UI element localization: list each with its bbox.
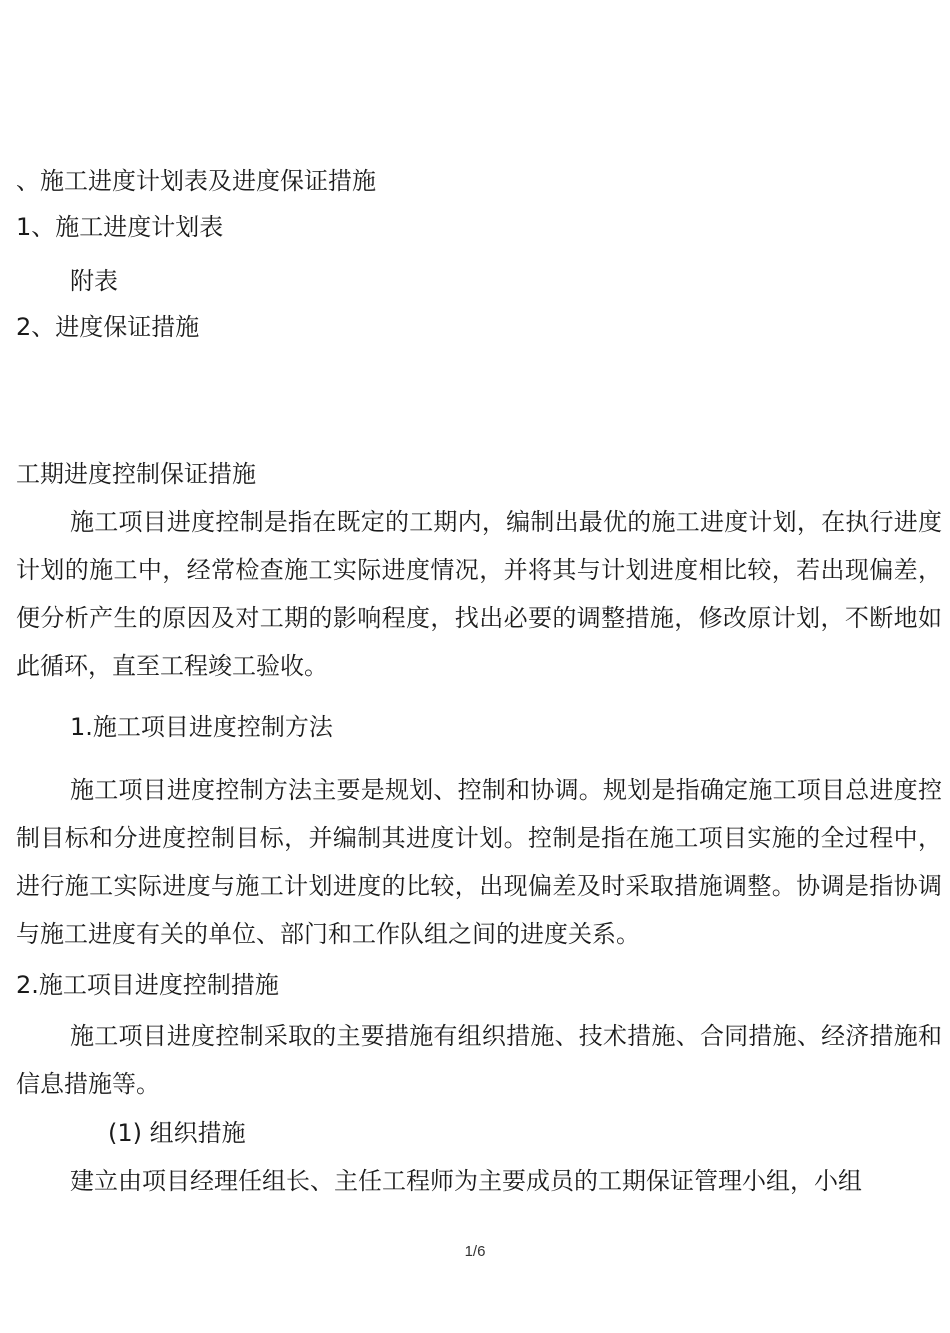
paragraph-method: 施工项目进度控制方法主要是规划、控制和协调。规划是指确定施工项目总进度控制目标和分进度控制目标，并编制其进度计划。控制是指在施工项目实施的全过程中，进行施工实际进度与施工计划进度的比较，出现偏差及时采取措施调整。协调是指协调与施工进度有关的单位、部门和工作队组之间的进度关系。 [16,776,942,948]
measures-heading: 2.施工项目进度控制措施 [16,971,279,999]
attachment-label: 附表 [70,267,118,295]
item-2-heading: 2、进度保证措施 [16,313,200,341]
paragraph-organization: 建立由项目经理任组长、主任工程师为主要成员的工期保证管理小组，小组 [70,1167,862,1195]
paragraph-intro: 施工项目进度控制是指在既定的工期内，编制出最优的施工进度计划，在执行进度计划的施工中，经常检查施工实际进度情况，并将其与计划进度相比较，若出现偏差，便分析产生的原因及对工期的影响程度，找出必要的调整措施，修改原计划，不断地如此循环，直至工程竣工验收。 [16,508,942,680]
paragraph-measures: 施工项目进度控制采取的主要措施有组织措施、技术措施、合同措施、经济措施和信息措施等。 [16,1022,942,1098]
method-heading: 1.施工项目进度控制方法 [70,713,333,741]
item-1-heading: 1、施工进度计划表 [16,213,224,241]
page-number: 1/6 [464,1243,486,1260]
organization-measures-heading: (1) 组织措施 [108,1119,246,1147]
subheading-schedule-control: 工期进度控制保证措施 [16,460,256,488]
section-title: 、施工进度计划表及进度保证措施 [16,167,376,195]
